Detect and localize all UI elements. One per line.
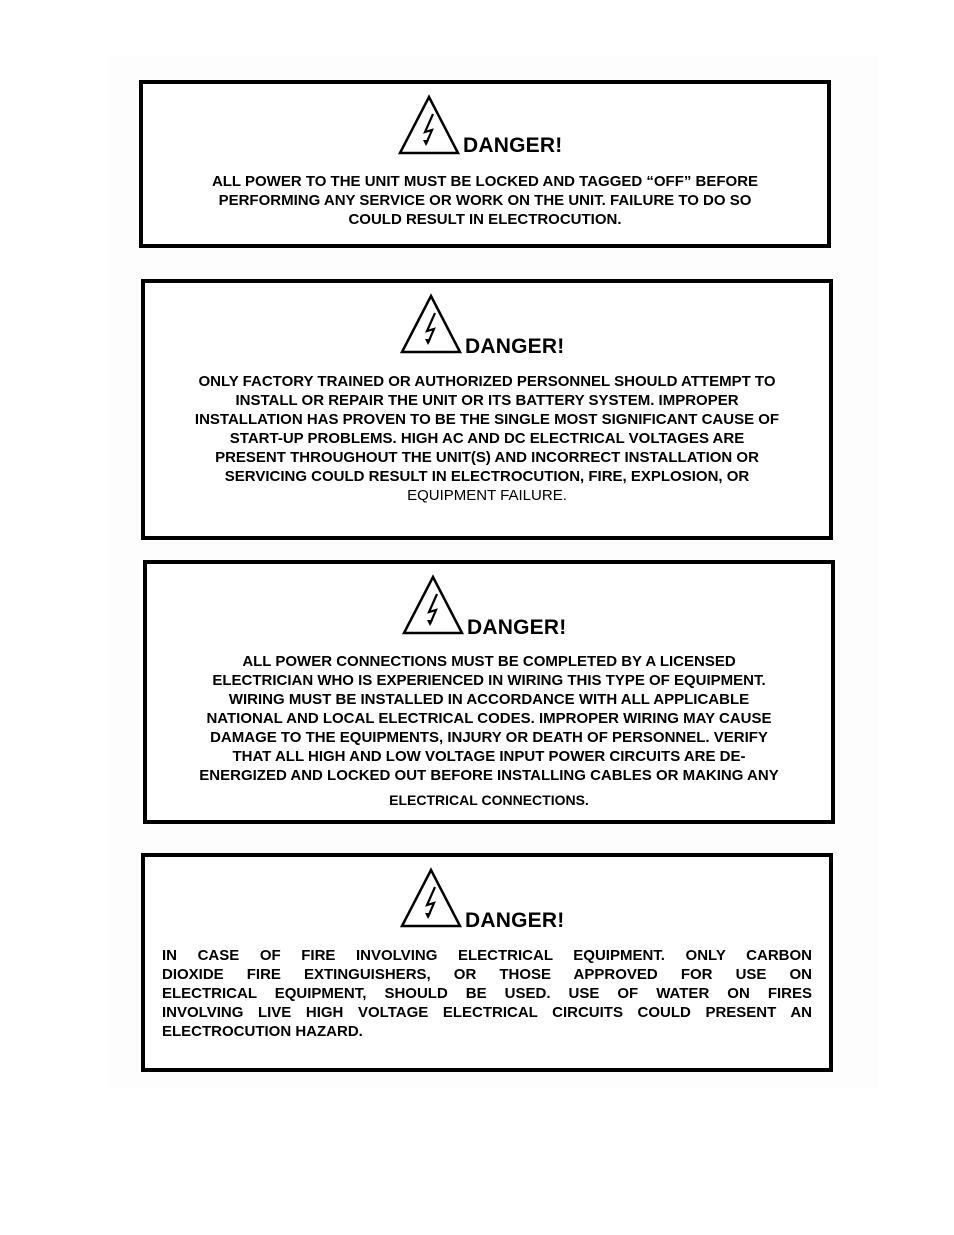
danger-notice-authorized-personnel: [141, 279, 833, 540]
notice-body: [161, 372, 813, 505]
notice-title: DANGER!: [467, 616, 567, 639]
notice-line: NATIONAL AND LOCAL ELECTRICAL CODES. IMPROPER WIRING MAY CAUSE: [206, 710, 772, 727]
notice-line: ALL POWER CONNECTIONS MUST BE COMPLETED BY A LICENSED: [242, 653, 736, 670]
notice-line: ELECTROCUTION HAZARD.: [162, 1023, 363, 1040]
notice-line: ENERGIZED AND LOCKED OUT BEFORE INSTALLING CABLES OR MAKING ANY: [199, 767, 779, 784]
notice-line: INSTALLATION HAS PROVEN TO BE THE SINGLE MOST SIGNIFICANT CAUSE OF: [194, 411, 780, 428]
electrical-hazard-triangle-icon: [401, 574, 465, 636]
notice-line: EQUIPMENT FAILURE.: [407, 487, 567, 504]
notice-header: [143, 94, 827, 158]
notice-body: [163, 652, 815, 810]
electrical-hazard-icon: [401, 574, 465, 636]
notice-line: INVOLVING LIVE HIGH VOLTAGE ELECTRICAL CIRCUITS COULD PRESENT AN: [162, 1004, 812, 1021]
electrical-hazard-triangle-icon: [399, 293, 463, 355]
notice-line: DIOXIDE FIRE EXTINGUISHERS, OR THOSE APPROVED FOR USE ON: [162, 966, 812, 983]
notice-title: DANGER!: [465, 909, 565, 932]
notice-header: [145, 293, 829, 357]
notice-line: PRESENT THROUGHOUT THE UNIT(S) AND INCORRECT INSTALLATION OR: [215, 449, 759, 466]
notice-title: DANGER!: [465, 335, 565, 358]
notice-line: IN CASE OF FIRE INVOLVING ELECTRICAL EQUIPMENT. ONLY CARBON: [162, 947, 812, 964]
notice-line: START-UP PROBLEMS. HIGH AC AND DC ELECTRICAL VOLTAGES ARE: [229, 430, 745, 447]
notice-body: [159, 172, 811, 229]
electrical-hazard-triangle-icon: [397, 94, 461, 156]
notice-line: ELECTRICAL CONNECTIONS.: [389, 792, 589, 808]
danger-notice-fire-extinguishers: [141, 853, 833, 1072]
danger-notice-power-lockout: [139, 80, 831, 248]
electrical-hazard-triangle-icon: [399, 867, 463, 929]
notice-line: ONLY FACTORY TRAINED OR AUTHORIZED PERSONNEL SHOULD ATTEMPT TO: [198, 373, 776, 390]
notice-line: COULD RESULT IN ELECTROCUTION.: [348, 211, 622, 228]
electrical-hazard-icon: [397, 94, 461, 156]
notice-title: DANGER!: [463, 134, 563, 157]
notice-line: ELECTRICIAN WHO IS EXPERIENCED IN WIRING THIS TYPE OF EQUIPMENT.: [212, 672, 766, 689]
notice-body: [162, 946, 812, 1041]
notice-line: ALL POWER TO THE UNIT MUST BE LOCKED AND TAGGED “OFF” BEFORE: [211, 173, 759, 190]
notice-header: [145, 867, 829, 931]
notice-line: WIRING MUST BE INSTALLED IN ACCORDANCE WITH ALL APPLICABLE: [228, 691, 750, 708]
notice-line: ELECTRICAL EQUIPMENT, SHOULD BE USED. USE OF WATER ON FIRES: [162, 985, 812, 1002]
notice-line: DAMAGE TO THE EQUIPMENTS, INJURY OR DEATH OF PERSONNEL. VERIFY: [210, 729, 768, 746]
notice-line: THAT ALL HIGH AND LOW VOLTAGE INPUT POWER CIRCUITS ARE DE-: [232, 748, 746, 765]
electrical-hazard-icon: [399, 867, 463, 929]
notice-header: [147, 574, 831, 638]
danger-notice-licensed-electrician: [143, 560, 835, 824]
notice-line: SERVICING COULD RESULT IN ELECTROCUTION, FIRE, EXPLOSION, OR: [224, 468, 750, 485]
notice-line: INSTALL OR REPAIR THE UNIT OR ITS BATTERY SYSTEM. IMPROPER: [235, 392, 739, 409]
notice-line: PERFORMING ANY SERVICE OR WORK ON THE UNIT. FAILURE TO DO SO: [218, 192, 752, 209]
electrical-hazard-icon: [399, 293, 463, 355]
